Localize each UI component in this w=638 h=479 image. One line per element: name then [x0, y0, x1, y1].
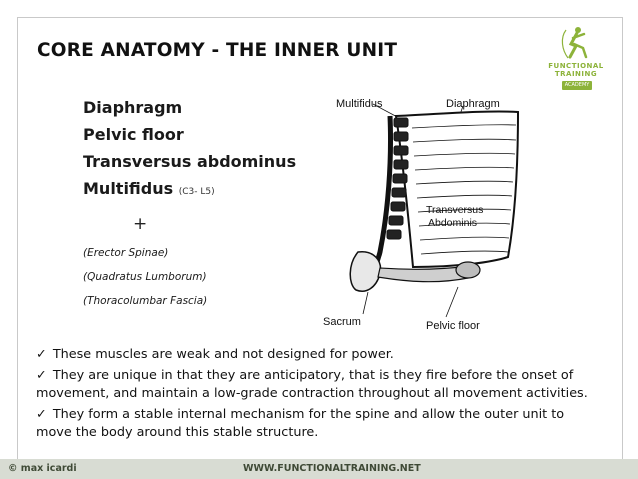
- bullet-text: They form a stable internal mechanism for the spine and allow the outer unit to move the body around this stable structure.: [36, 406, 565, 441]
- footer-copyright: © max icardi: [8, 463, 77, 474]
- muscle-item: [83, 176, 296, 203]
- check-icon: ✓: [36, 347, 47, 362]
- label-transversus-2: Abdominis: [428, 217, 478, 229]
- label-multifidus: Multifidus: [336, 98, 383, 110]
- bullet-list: [36, 346, 596, 445]
- bullet-item: [36, 406, 596, 443]
- transversus-sheet: [396, 111, 518, 267]
- figure-icon: [540, 24, 612, 62]
- label-sacrum: Sacrum: [323, 316, 361, 328]
- muscle-item: [83, 95, 296, 122]
- muscle-label: Diaphragm: [83, 98, 183, 117]
- plus-sign: +: [133, 214, 148, 234]
- muscle-label: Pelvic floor: [83, 125, 184, 144]
- label-transversus-1: Transversus: [426, 204, 484, 216]
- functional-training-logo: [540, 24, 612, 94]
- muscle-label: Transversus abdominus: [83, 152, 297, 171]
- bullet-item: [36, 367, 596, 404]
- secondary-muscle: (Erector Spinae): [83, 247, 169, 259]
- bullet-item: [36, 346, 596, 365]
- muscle-label: Multifidus: [83, 179, 174, 198]
- footer-website-link[interactable]: WWW.FUNCTIONALTRAINING.NET: [243, 463, 421, 474]
- logo-line2: TRAINING: [554, 70, 598, 78]
- muscle-list: [83, 95, 296, 203]
- multifidus-note: (C3- L5): [178, 187, 215, 197]
- pubis: [456, 262, 480, 278]
- check-icon: ✓: [36, 367, 47, 383]
- muscle-item: [83, 122, 296, 149]
- label-pelvic-floor: Pelvic floor: [426, 320, 480, 332]
- logo-badge: ACADEMY: [562, 81, 592, 90]
- sacrum: [350, 252, 380, 291]
- muscle-item: [83, 149, 296, 176]
- core-anatomy-diagram: [318, 92, 538, 337]
- bullet-text: They are unique in that they are anticipatory, that is they fire before the onset of movement, and maintain a low-grade contraction throughout all movement activities.: [36, 367, 588, 402]
- secondary-muscle: (Thoracolumbar Fascia): [83, 295, 208, 307]
- leader-line: [446, 287, 458, 317]
- logo-line1: FUNCTIONAL: [548, 62, 604, 70]
- leader-line: [363, 292, 368, 314]
- slide-title: CORE ANATOMY - THE INNER UNIT: [37, 40, 398, 61]
- label-diaphragm: Diaphragm: [446, 98, 500, 110]
- check-icon: ✓: [36, 406, 47, 422]
- secondary-muscle: (Quadratus Lumborum): [83, 271, 207, 283]
- bullet-text: These muscles are weak and not designed for power.: [52, 347, 394, 362]
